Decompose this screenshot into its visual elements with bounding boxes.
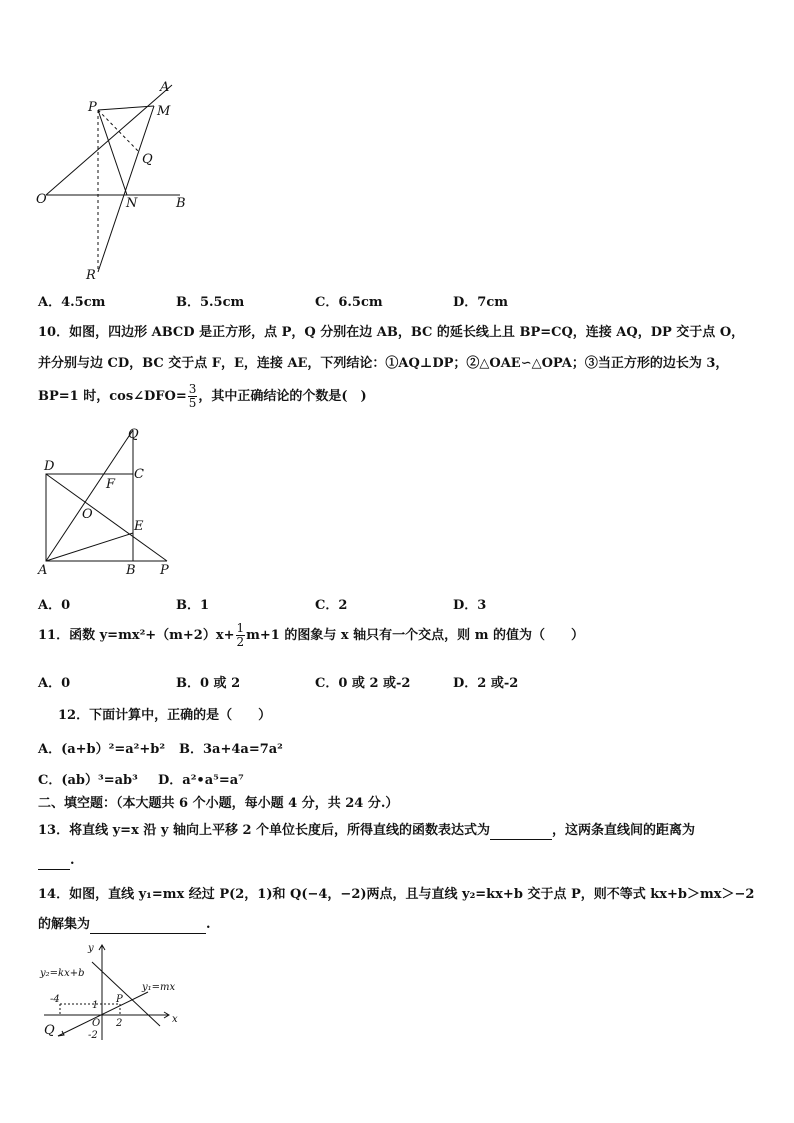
q9-line-PQ: [98, 110, 140, 153]
q10-option-a: A．0: [38, 598, 71, 613]
q13-line1-post: ，这两条直线间的距离为: [552, 823, 696, 838]
q14-label-Q: Q: [44, 1023, 55, 1038]
section-2-heading: 二、填空题：（本大题共 6 个小题，每小题 4 分，共 24 分.）: [38, 796, 399, 811]
q10-fraction: [188, 383, 198, 410]
q14-line1: 14．如图，直线 y₁=mx 经过 P(2，1)和 Q(−4，−2)两点，且与直线 y₂=kx+b 交于点 P，则不等式 kx+b＞mx＞−2: [38, 887, 755, 902]
q11-frac-den: 2: [236, 635, 245, 649]
q10-label-F: F: [106, 477, 116, 492]
q14-label-one: 1: [92, 1000, 99, 1011]
q12-option-a: A．(a+b）²=a²+b²: [38, 742, 166, 757]
q9-label-Q: Q: [142, 152, 153, 167]
q13-line2-post: .: [70, 853, 75, 868]
q10-label-A: A: [38, 563, 48, 578]
q14-line2: [38, 916, 211, 934]
q14-figure: [36, 940, 186, 1045]
q10-frac-num: 3: [188, 382, 197, 396]
q14-label-O: O: [92, 1018, 101, 1029]
q14-label-P: P: [116, 994, 123, 1005]
q13-line2: [38, 852, 75, 870]
q11-stem-post: m+1 的图象与 x 轴只有一个交点，则 m 的值为（ ）: [246, 628, 584, 643]
q9-option-d: D．7cm: [453, 295, 508, 310]
q10-line-AQ: [46, 430, 133, 561]
q14-label-minus2: -2: [88, 1030, 98, 1041]
q14-label-minus4: -4: [50, 994, 60, 1005]
q10-option-b: B．1: [176, 598, 210, 613]
q9-option-a: A．4.5cm: [38, 295, 106, 310]
q12-option-d: D．a²•a⁵=a⁷: [158, 773, 244, 788]
q11-frac-num: 1: [236, 621, 245, 635]
q9-line-MR: [98, 106, 154, 272]
q13-line1-pre: 13．将直线 y=x 沿 y 轴向上平移 2 个单位长度后，所得直线的函数表达式为: [38, 823, 491, 838]
q12-option-b: B．3a+4a=7a²: [179, 742, 283, 757]
q9-option-b: B．5.5cm: [176, 295, 245, 310]
q10-option-c: C．2: [315, 598, 348, 613]
q9-label-R: R: [86, 268, 96, 283]
q11-option-c: C．0 或 2 或-2: [315, 676, 411, 691]
q14-answer-blank[interactable]: [90, 920, 206, 934]
q13-answer-blank-1[interactable]: [490, 826, 552, 840]
q9-label-M: M: [157, 104, 171, 119]
q12-stem: 12．下面计算中，正确的是（ ）: [58, 708, 272, 723]
q9-label-A: A: [160, 80, 170, 95]
q10-frac-den: 5: [188, 396, 197, 410]
q14-label-two: 2: [116, 1018, 123, 1029]
q14-label-y1: y₁=mx: [142, 982, 176, 993]
q10-stem-line1: 10．如图，四边形 ABCD 是正方形，点 P，Q 分别在边 AB，BC 的延长线上且 BP=CQ，连接 AQ，DP 交于点 O，: [38, 325, 745, 340]
q10-label-P: P: [160, 563, 169, 578]
q9-label-P: P: [88, 100, 97, 115]
q9-label-B: B: [176, 196, 186, 211]
q10-stem-line3-post: ，其中正确结论的个数是( ): [198, 389, 367, 404]
q10-label-O: O: [82, 507, 93, 522]
q9-line-OA: [46, 85, 172, 195]
q13-line1: [38, 822, 695, 840]
q9-figure: [30, 75, 200, 285]
q14-label-x: x: [172, 1014, 178, 1025]
q11-option-a: A．0: [38, 676, 71, 691]
q14-line2-pre: 的解集为: [38, 917, 91, 932]
q10-label-Q: Q: [128, 427, 139, 442]
q11-fraction: [236, 622, 246, 649]
q11-stem-pre: 11．函数 y=mx²+（m+2）x+: [38, 628, 235, 643]
q10-figure: [30, 420, 190, 580]
q10-label-E: E: [134, 519, 144, 534]
q10-label-C: C: [134, 467, 144, 482]
q11-option-b: B．0 或 2: [176, 676, 241, 691]
q13-answer-blank-2[interactable]: [38, 856, 70, 870]
q9-option-c: C．6.5cm: [315, 295, 383, 310]
q14-label-y2: y₂=kx+b: [40, 968, 85, 979]
q14-label-y: y: [88, 943, 94, 954]
q10-label-B: B: [126, 563, 136, 578]
q10-line-AE: [46, 533, 133, 561]
q11-option-d: D．2 或-2: [453, 676, 519, 691]
q10-stem-line3: [38, 382, 367, 412]
q14-line2-post: .: [206, 917, 211, 932]
q14-line-y1: [58, 992, 148, 1036]
q12-option-c: C．(ab）³=ab³: [38, 773, 138, 788]
q10-stem-line2: 并分别与边 CD，BC 交于点 F，E，连接 AE，下列结论：①AQ⊥DP；②△OAE∽△OPA；③当正方形的边长为 3，: [38, 356, 729, 371]
q11-stem: [38, 621, 584, 651]
q9-label-O: O: [36, 192, 47, 207]
q10-stem-line3-pre: BP=1 时，cos∠DFO=: [38, 389, 187, 404]
q9-label-N: N: [126, 196, 138, 211]
q10-option-d: D．3: [453, 598, 487, 613]
q9-line-PN: [98, 110, 127, 195]
q10-label-D: D: [44, 459, 55, 474]
